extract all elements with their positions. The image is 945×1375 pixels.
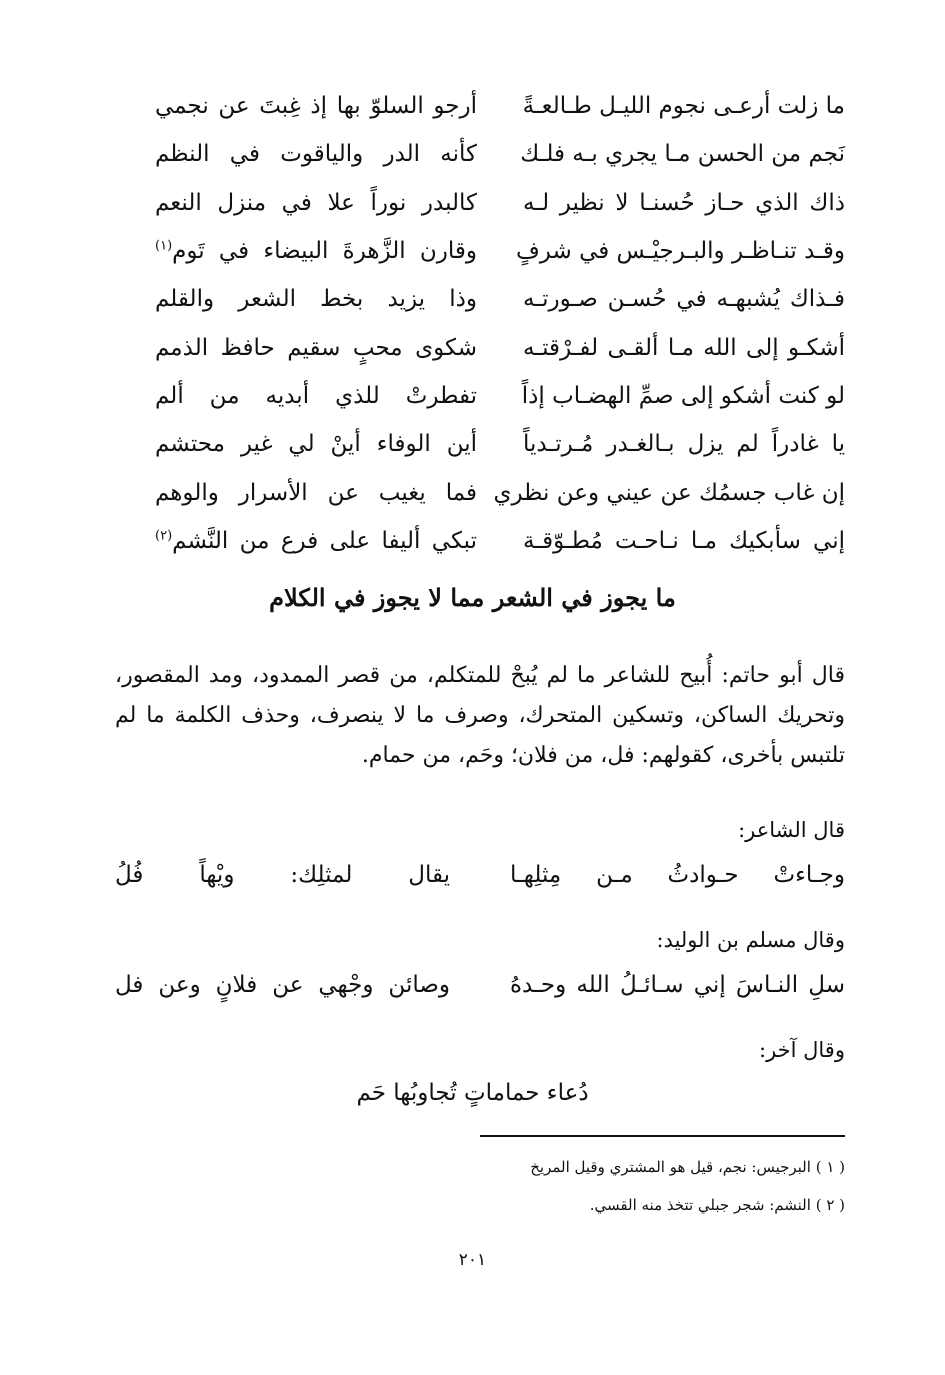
verse (155, 130, 845, 178)
poem (155, 82, 845, 565)
quoted-verse (115, 972, 845, 998)
verse (155, 82, 845, 130)
quoted-verse (115, 862, 845, 888)
verse-second-hemistich: أرجو السلوّ بها إذ غِبتَ عن نجمي (155, 93, 477, 120)
verse-second-hemistich: وصائن وجْهي عن فلانٍ وعن فل (115, 972, 450, 998)
quote-intro: وقال مسلم بن الوليد: (656, 928, 845, 952)
quoted-half-verse: دُعاء حماماتٍ تُجاوبُها حَم (356, 1080, 589, 1106)
footnote: ( ١ ) البرجيس: نجم، قيل هو المشتري وقيل المريخ (530, 1158, 845, 1176)
prose-line: تلتبس بأخرى، كقولهم: فل، من فلان؛ وحَم، من حمام. (361, 743, 845, 768)
verse-second-hemistich: تفطرتْ للذي أبديه من ألم (155, 382, 477, 409)
verse-text: وقارن الزَّهرةَ البيضاء في تَوم (172, 238, 477, 265)
verse-first-hemistich: أشكـو إلى الله مـا ألقـى لفـرْقتـه (523, 334, 845, 361)
verse (155, 420, 845, 468)
page-number: ٢٠١ (458, 1250, 487, 1270)
verse (155, 179, 845, 227)
verse-second-hemistich: يقال لمثلِك: ويْهاً فُلُ (115, 862, 450, 888)
verse-second-hemistich: كأنه الدر والياقوت في النظم (155, 141, 477, 168)
verse (155, 323, 845, 371)
verse-second-hemistich: كالبدر نوراً علا في منزل النعم (155, 189, 477, 216)
footnote: ( ٢ ) النشم: شجر جبلي تتخذ منه القسي. (589, 1196, 845, 1214)
verse-second-hemistich: وذا يزيد بخط الشعر والقلم (155, 286, 477, 313)
verse-second-hemistich: أين الوفاء أينْ لي غير محتشم (155, 431, 477, 458)
verse-second-hemistich: فما يغيب عن الأسرار والوهم (155, 479, 477, 506)
verse (155, 275, 845, 323)
verse-first-hemistich: سلِ النـاسَ إني سـائـلُ الله وحـدهُ (510, 972, 845, 998)
verse-first-hemistich: ما زلت أرعـى نجوم الليـل طـالعـةً (522, 93, 845, 120)
prose-paragraph (115, 656, 845, 776)
verse (155, 227, 845, 275)
verse (155, 468, 845, 516)
prose-line: وتحريك الساكن، وتسكين المتحرك، وصرف ما لا ينصرف، وحذف الكلمة ما لم (115, 703, 845, 728)
verse-second-hemistich: شكوى محبٍ سقيم حافظ الذمم (155, 334, 477, 361)
section-heading: ما يجوز في الشعر مما لا يجوز في الكلام (269, 583, 676, 612)
verse-first-hemistich: إن غاب جسمُك عن عيني وعن نظري (493, 479, 845, 506)
verse (155, 517, 845, 565)
verse-first-hemistich: وجـاءتْ حـوادثُ مـن مِثلِهـا (510, 862, 845, 888)
verse-first-hemistich: يا غادراً لم يزل بـالغـدر مُـرتـدياً (523, 431, 845, 458)
verse-second-hemistich (155, 526, 477, 556)
quote-intro: وقال آخر: (759, 1038, 845, 1062)
verse-first-hemistich: لو كنت أشكو إلى صمِّ الهضـاب إذاً (521, 382, 845, 409)
verse-text: تبكي أليفا على فرع من النَّشم (172, 527, 477, 554)
footnote-marker: (١) (155, 238, 173, 254)
quote-intro: قال الشاعر: (738, 818, 845, 842)
verse-first-hemistich: ذاك الذي حـاز حُسنـا لا نظير لـه (523, 189, 845, 216)
verse-first-hemistich: فـذاك يُشبهـه في حُسـن صـورتـه (523, 286, 845, 313)
verse (155, 372, 845, 420)
verse-first-hemistich: إني سأبكيك مـا نـاحـت مُطـوّقـة (523, 527, 845, 554)
verse-second-hemistich (155, 236, 477, 266)
footnote-marker: (٢) (155, 528, 173, 544)
prose-line: قال أبو حاتم: أُبيح للشاعر ما لم يُبحْ للمتكلم، من قصر الممدود، ومد المقصور، (115, 663, 845, 688)
verse-first-hemistich: وقـد تنـاظـر والبـرجيْـس في شرفٍ (515, 238, 845, 265)
footnote-divider (480, 1135, 845, 1137)
verse-first-hemistich: نَجم من الحسن مـا يجري بـه فلـك (520, 141, 845, 168)
